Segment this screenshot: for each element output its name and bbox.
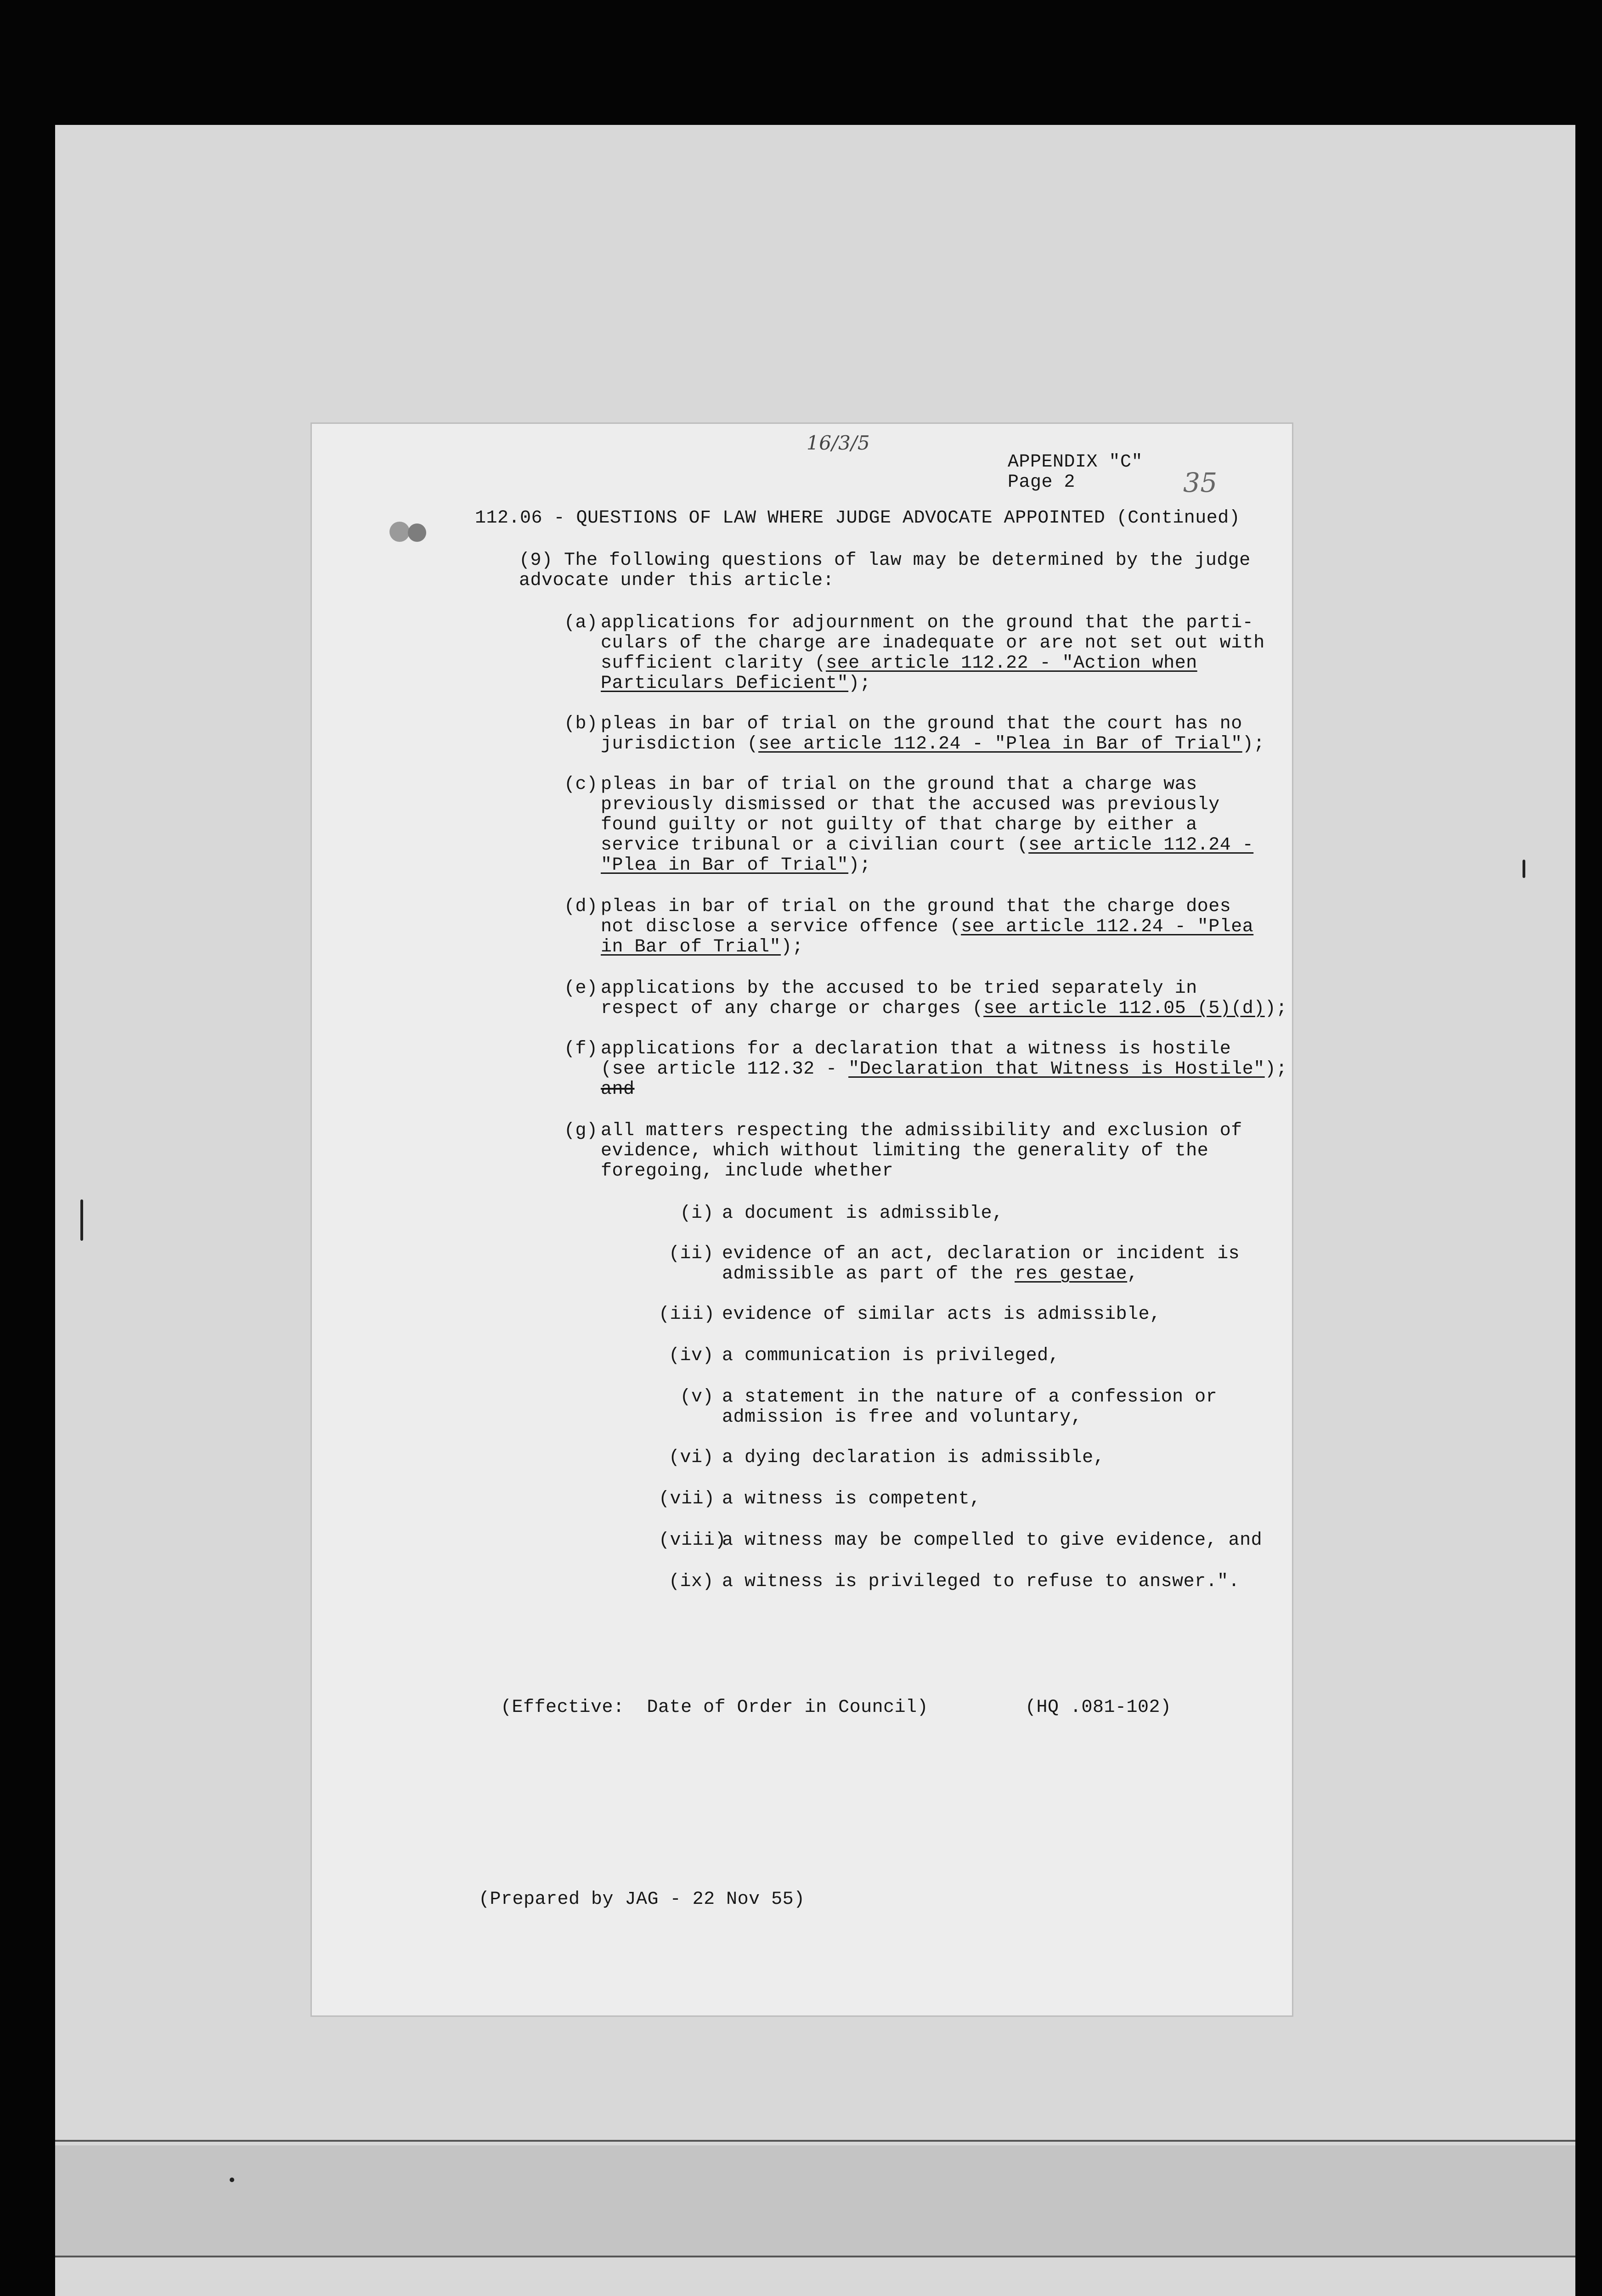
item-text: applications for a declaration that a witness is hostile — [601, 1039, 1231, 1059]
intro-line: advocate under this article: — [519, 570, 835, 591]
film-band — [55, 2145, 1575, 2256]
item-text: (see article 112.32 - "Declaration that Witness is Hostile"); — [601, 1059, 1287, 1080]
film-divider — [55, 2256, 1575, 2257]
item-text: evidence, which without limiting the generality of the — [601, 1141, 1209, 1161]
item-label: (c) — [564, 774, 598, 795]
item-text-struck: and — [601, 1079, 635, 1100]
item-text: in Bar of Trial"); — [601, 937, 804, 957]
film-scratch — [80, 1199, 83, 1241]
film-scratch — [1523, 860, 1525, 878]
subitem-label: (v) — [680, 1387, 714, 1407]
item-label: (a) — [564, 613, 598, 633]
subitem-text: a witness may be compelled to give evidence, and — [722, 1530, 1263, 1551]
subitem-label: (viii) — [659, 1530, 727, 1551]
item-text: applications for adjournment on the ground that the parti- — [601, 613, 1254, 633]
subitem-label: (vii) — [659, 1489, 715, 1509]
item-text: jurisdiction (see article 112.24 - "Plea in Bar of Trial"); — [601, 734, 1265, 754]
punch-hole — [408, 523, 426, 542]
appendix-label: APPENDIX "C" — [1008, 452, 1143, 473]
document-page — [310, 422, 1293, 2017]
subitem-label: (ix) — [668, 1571, 714, 1592]
film-divider — [55, 2140, 1575, 2142]
item-text: respect of any charge or charges (see article 112.05 (5)(d)); — [601, 998, 1287, 1019]
item-label: (f) — [564, 1039, 598, 1059]
subitem-text: admission is free and voluntary, — [722, 1407, 1083, 1428]
item-text: pleas in bar of trial on the ground that a charge was — [601, 774, 1197, 795]
item-text: applications by the accused to be tried separately in — [601, 978, 1197, 999]
subitem-text: a document is admissible, — [722, 1203, 1004, 1224]
subitem-text: admissible as part of the res gestae, — [722, 1264, 1139, 1284]
effective-date: (Effective: Date of Order in Council) — [501, 1697, 929, 1718]
subitem-text: a witness is privileged to refuse to answer.". — [722, 1571, 1240, 1592]
prepared-by: (Prepared by JAG - 22 Nov 55) — [479, 1889, 805, 1910]
item-text: Particulars Deficient"); — [601, 673, 871, 694]
item-text: not disclose a service offence (see article 112.24 - "Plea — [601, 917, 1254, 937]
film-speck — [230, 2178, 234, 2182]
subitem-text: a statement in the nature of a confession or — [722, 1387, 1218, 1407]
item-text: found guilty or not guilty of that charge by either a — [601, 815, 1197, 835]
subitem-text: a communication is privileged, — [722, 1345, 1060, 1366]
subitem-text: evidence of an act, declaration or incident is — [722, 1244, 1240, 1264]
item-text: culars of the charge are inadequate or are not set out with — [601, 633, 1265, 653]
subitem-label: (ii) — [668, 1244, 714, 1264]
punch-hole — [389, 522, 410, 542]
item-label: (d) — [564, 896, 598, 917]
item-text: "Plea in Bar of Trial"); — [601, 855, 871, 876]
item-label: (e) — [564, 978, 598, 999]
page-number: Page 2 — [1008, 472, 1076, 493]
item-text: pleas in bar of trial on the ground that the charge does — [601, 896, 1231, 917]
item-text: service tribunal or a civilian court (see article 112.24 - — [601, 835, 1254, 855]
subitem-text: a dying declaration is admissible, — [722, 1447, 1105, 1468]
handwritten-note: 16/3/5 — [807, 432, 870, 454]
intro-line: (9) The following questions of law may be determined by the judge — [519, 550, 1251, 571]
section-heading: 112.06 - QUESTIONS OF LAW WHERE JUDGE ADVOCATE APPOINTED (Continued) — [475, 508, 1241, 529]
subitem-label: (vi) — [668, 1447, 714, 1468]
page-stamp-number: 35 — [1183, 467, 1218, 498]
item-label: (g) — [564, 1120, 598, 1141]
item-text: all matters respecting the admissibility and exclusion of — [601, 1120, 1242, 1141]
item-text: pleas in bar of trial on the ground that the court has no — [601, 714, 1242, 734]
subitem-text: a witness is competent, — [722, 1489, 981, 1509]
item-text: foregoing, include whether — [601, 1161, 894, 1182]
item-text: sufficient clarity (see article 112.22 - "Action when — [601, 653, 1197, 674]
subitem-label: (iv) — [668, 1345, 714, 1366]
item-text: previously dismissed or that the accused was previously — [601, 794, 1220, 815]
subitem-label: (i) — [680, 1203, 714, 1224]
file-reference: (HQ .081-102) — [1025, 1697, 1172, 1718]
subitem-label: (iii) — [659, 1304, 715, 1325]
item-label: (b) — [564, 714, 598, 734]
subitem-text: evidence of similar acts is admissible, — [722, 1304, 1161, 1325]
